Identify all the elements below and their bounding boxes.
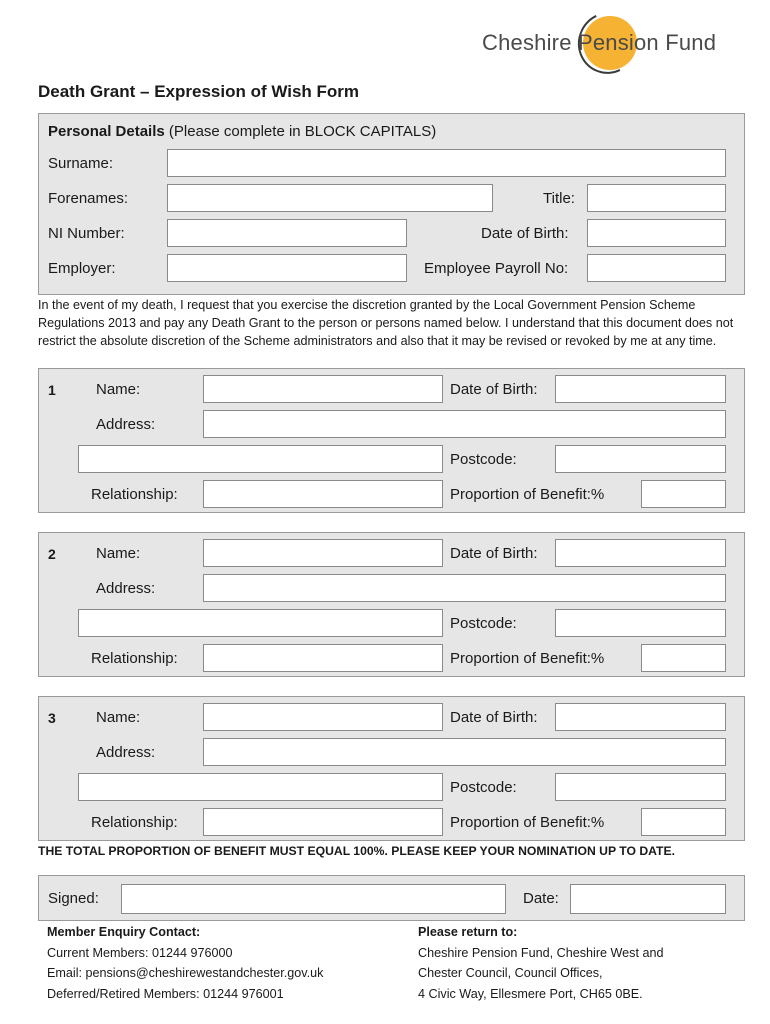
form-title: Death Grant – Expression of Wish Form [38, 82, 360, 101]
employer-label: Employer: [48, 260, 116, 277]
nominee-relationship-label: Relationship: [91, 486, 178, 503]
nominee-postcode-label: Postcode: [450, 451, 517, 468]
nominee-name-field[interactable] [203, 703, 443, 731]
nominee-address-field-2[interactable] [78, 773, 443, 801]
surname-field[interactable] [167, 149, 726, 177]
signed-date-label: Date: [523, 890, 559, 907]
nominee-address-field-1[interactable] [203, 574, 726, 602]
return-line-3: 4 Civic Way, Ellesmere Port, CH65 0BE. [418, 986, 643, 1001]
nominee-address-field-1[interactable] [203, 738, 726, 766]
nominee-name-label: Name: [96, 709, 141, 726]
nominee-address-field-2[interactable] [78, 609, 443, 637]
nominee-relationship-field[interactable] [203, 480, 443, 508]
signed-label: Signed: [48, 890, 99, 907]
nominee-dob-label: Date of Birth: [450, 709, 538, 726]
contact-email: Email: pensions@cheshirewestandchester.gov.uk [47, 966, 324, 980]
nominee-postcode-field[interactable] [555, 445, 726, 473]
nominee-name-label: Name: [96, 381, 141, 398]
employer-field[interactable] [167, 254, 407, 282]
forenames-label: Forenames: [48, 190, 129, 207]
nominee-panel-1 [38, 368, 745, 513]
personal-dob-label: Date of Birth: [481, 225, 569, 242]
nominee-proportion-field[interactable] [641, 480, 726, 508]
nominee-address-label: Address: [96, 744, 156, 761]
total-proportion-warning: THE TOTAL PROPORTION OF BENEFIT MUST EQUAL 100%. PLEASE KEEP YOUR NOMINATION UP TO DATE. [38, 844, 675, 858]
nominee-address-label: Address: [96, 580, 156, 597]
title-field[interactable] [587, 184, 726, 212]
nominee-panel-3 [38, 696, 745, 841]
nominee-dob-field[interactable] [555, 539, 726, 567]
return-line-1: Cheshire Pension Fund, Cheshire West and [418, 945, 664, 960]
nominee-relationship-label: Relationship: [91, 814, 178, 831]
nominee-proportion-field[interactable] [641, 808, 726, 836]
nominee-postcode-field[interactable] [555, 609, 726, 637]
nominee-number: 1 [48, 382, 56, 398]
payroll-field[interactable] [587, 254, 726, 282]
contact-current-members: Current Members: 01244 976000 [47, 945, 233, 960]
nominee-panel-2 [38, 532, 745, 677]
nominee-postcode-field[interactable] [555, 773, 726, 801]
nominee-proportion-label: Proportion of Benefit:% [450, 650, 605, 667]
signature-field[interactable] [121, 884, 506, 914]
contact-deferred-members: Deferred/Retired Members: 01244 976001 [47, 986, 284, 1001]
ni-number-field[interactable] [167, 219, 407, 247]
return-address [418, 922, 663, 1004]
logo-word-cheshire: Cheshire [482, 30, 572, 55]
return-heading: Please return to: [418, 925, 518, 939]
nominee-name-field[interactable] [203, 375, 443, 403]
logo-word-fund: Fund [665, 30, 717, 55]
logo-text [482, 30, 716, 56]
member-enquiry-contact [47, 922, 323, 1004]
nominee-name-label: Name: [96, 545, 141, 562]
personal-details-heading: Personal Details (Please complete in BLOCK CAPITALS) [48, 123, 437, 140]
personal-details-panel [38, 113, 745, 295]
return-line-2: Chester Council, Council Offices, [418, 966, 603, 980]
nominee-dob-field[interactable] [555, 375, 726, 403]
nominee-postcode-label: Postcode: [450, 779, 517, 796]
nominee-address-field-1[interactable] [203, 410, 726, 438]
personal-dob-field[interactable] [587, 219, 726, 247]
contact-heading: Member Enquiry Contact: [47, 925, 201, 939]
nominee-number: 3 [48, 710, 56, 726]
nominee-proportion-field[interactable] [641, 644, 726, 672]
nominee-dob-label: Date of Birth: [450, 381, 538, 398]
payroll-label: Employee Payroll No: [424, 260, 569, 277]
nominee-dob-label: Date of Birth: [450, 545, 538, 562]
nominee-relationship-label: Relationship: [91, 650, 178, 667]
nominee-proportion-label: Proportion of Benefit:% [450, 486, 605, 503]
nominee-address-label: Address: [96, 416, 156, 433]
nominee-address-field-2[interactable] [78, 445, 443, 473]
nominee-postcode-label: Postcode: [450, 615, 517, 632]
forenames-field[interactable] [167, 184, 493, 212]
signature-panel [38, 875, 745, 921]
surname-label: Surname: [48, 155, 114, 172]
nominee-relationship-field[interactable] [203, 644, 443, 672]
nominee-proportion-label: Proportion of Benefit:% [450, 814, 605, 831]
ni-number-label: NI Number: [48, 225, 125, 242]
nominee-name-field[interactable] [203, 539, 443, 567]
signed-date-field[interactable] [570, 884, 726, 914]
nominee-dob-field[interactable] [555, 703, 726, 731]
nominee-number: 2 [48, 546, 56, 562]
logo-word-pension: Pension [577, 30, 659, 55]
cheshire-pension-fund-logo [480, 14, 750, 74]
nominee-relationship-field[interactable] [203, 808, 443, 836]
title-label: Title: [543, 190, 575, 207]
discretion-notice: In the event of my death, I request that you exercise the discretion granted by the Local Government Pension Scheme Regulations 2013 and pay any Death Grant to the person or persons named below. I understand that this document does not restrict the absolute discretion of the Scheme administrators and also that it may be revised or revoked by me at any time. [38, 298, 734, 348]
